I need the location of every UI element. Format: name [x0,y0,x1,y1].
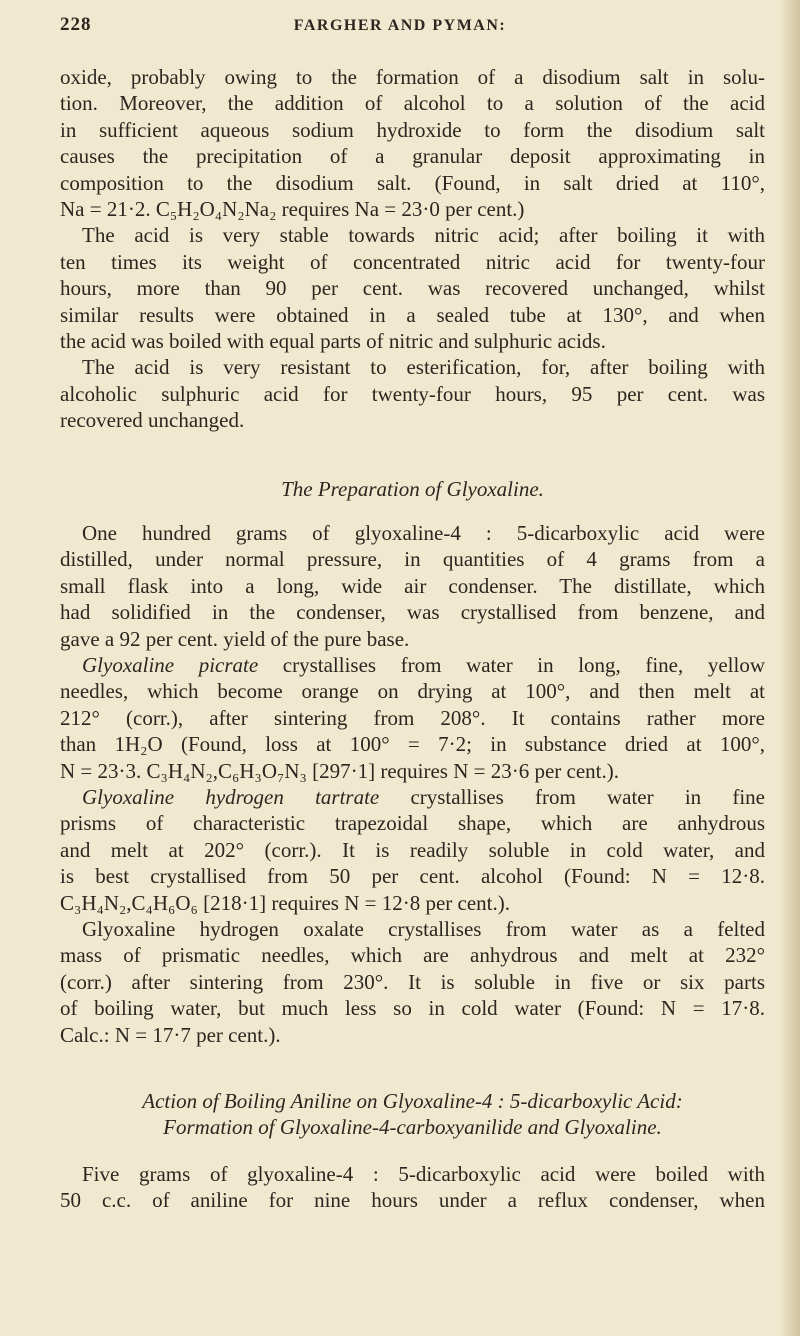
text-line [60,890,765,916]
line-text: Calc.: N = 17·7 per cent.). [60,1022,281,1047]
line-text: and melt at 202° (corr.). It is readily soluble in cold water, and [60,837,765,862]
section-heading-line [60,1114,765,1140]
text-line [60,810,765,836]
line-text: causes the precipitation of a granular deposit approximating in [60,144,765,169]
italic-text: Action of Boiling Aniline on Glyoxaline-4 : 5-dicarboxylic Acid: [142,1089,683,1113]
text-line [60,170,765,196]
text-line [60,626,765,652]
section-heading-line [60,476,765,502]
text-line [60,64,765,90]
text-line [60,969,765,995]
line-text: needles, which become orange on drying at 100°, and then melt at [60,679,765,704]
line-text: in sufficient aqueous sodium hydroxide to form the disodium salt [60,117,765,142]
line-text: prisms of characteristic trapezoidal shape, which are anhydrous [60,811,765,836]
line-text: 50 c.c. of aniline for nine hours under a reflux condenser, when [60,1188,765,1213]
text-line [60,546,765,572]
line-text: ten times its weight of concentrated nitric acid for twenty-four [60,249,765,274]
line-text: crystallises from water in long, fine, yellow [258,653,765,677]
italic-text: Glyoxaline hydrogen tartrate [82,785,380,809]
line-text: One hundred grams of glyoxaline-4 : 5-dicarboxylic acid were [82,521,765,545]
text-line [60,1022,765,1048]
text-line [82,784,765,810]
line-text: The acid is very stable towards nitric acid; after boiling it with [82,223,765,248]
line-text: (corr.) after sintering from 230°. It is soluble in five or six parts [60,969,765,994]
line-text: The acid is very resistant to esterification, for, after boiling with [82,355,765,380]
text-line [60,995,765,1021]
text-line [60,249,765,275]
line-text: small flask into a long, wide air condenser. The distillate, which [60,573,765,598]
text-line [82,916,765,942]
text-line [60,599,765,625]
text-line [60,758,765,784]
text-line [60,573,765,599]
line-text: is best crystallised from 50 per cent. alcohol (Found: N = 12·8. [60,864,765,889]
text-line [60,678,765,704]
line-text: mass of prismatic needles, which are anhydrous and melt at 232° [60,943,765,968]
line-text: recovered unchanged. [60,408,245,433]
italic-text: Glyoxaline picrate [82,653,259,677]
line-text: had solidified in the condenser, was crystallised from benzene, and [60,600,765,625]
text-line [60,381,765,407]
text-line [60,328,765,354]
running-head: FARGHER AND PYMAN: [293,17,507,34]
text-line [60,196,765,222]
text-line [60,731,765,757]
line-text: N = 23·3. C₃H₄N₂,C₆H₃O₇N₃ [297·1] requires N = 23·6 per cent.). [60,758,619,783]
text-line [60,90,765,116]
page-number: 228 [60,14,92,35]
line-text: Na = 21·2. C₅H₂O₄N₂Na₂ requires Na = 23·0 per cent.) [60,197,525,221]
line-text: similar results were obtained in a sealed tube at 130°, and when [60,302,765,327]
text-line [60,407,765,433]
line-text: crystallises from water in fine [379,785,766,809]
line-text: C₃H₄N₂,C₄H₆O₆ [218·1] requires N = 12·8 per cent.). [60,890,511,915]
text-line [60,863,765,889]
text-line [60,837,765,863]
text-line [60,942,765,968]
italic-text: Formation of Glyoxaline-4-carboxyanilide and Glyoxaline. [163,1115,662,1140]
text-line [82,1161,765,1187]
line-text: gave a 92 per cent. yield of the pure base. [60,626,410,651]
line-text: composition to the disodium salt. (Found, in salt dried at 110°, [60,170,765,195]
text-line [60,143,765,169]
line-text: tion. Moreover, the addition of alcohol to a solution of the acid [60,91,765,116]
text-line [82,520,765,546]
line-text: the acid was boiled with equal parts of nitric and sulphuric acids. [60,329,606,353]
text-line [60,705,765,731]
line-text: hours, more than 90 per cent. was recovered unchanged, whilst [60,276,765,301]
italic-text: The Preparation of Glyoxaline. [281,476,544,501]
line-text: than 1H₂O (Found, loss at 100° = 7·2; in substance dried at 100°, [60,732,765,757]
line-text: 212° (corr.), after sintering from 208°. It contains rather more [60,705,765,730]
text-line [82,354,765,380]
page-edge-shadow [778,0,800,1336]
line-text: alcoholic sulphuric acid for twenty-four hours, 95 per cent. was [60,381,765,406]
line-text: of boiling water, but much less so in cold water (Found: N = 17·8. [60,996,765,1021]
text-line [60,117,765,143]
text-line [60,302,765,328]
text-line [82,652,765,678]
section-heading-line [60,1088,765,1114]
text-line [60,275,765,301]
text-line [82,222,765,248]
text-line [60,1187,765,1213]
line-text: oxide, probably owing to the formation of a disodium salt in solu- [60,65,765,89]
line-text: Five grams of glyoxaline-4 : 5-dicarboxylic acid were boiled with [82,1161,765,1186]
line-text: Glyoxaline hydrogen oxalate crystallises from water as a felted [82,917,765,941]
line-text: distilled, under normal pressure, in quantities of 4 grams from a [60,547,765,572]
